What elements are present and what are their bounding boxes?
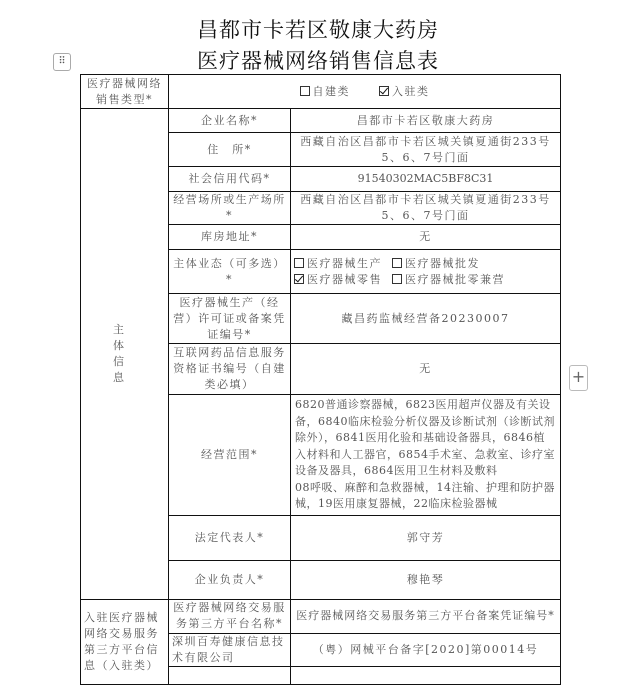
option-label: 医疗器械批零兼营: [405, 272, 505, 286]
scope-line1: 6820普通诊察器械，6823医用超声仪器及有关设备，6840临床检验分析仪器及诊断试剂（诊断试剂除外），6841医用化验和基础设备器具，6846植入材料和人工器官，6854手术室、急救室、诊疗室设备及器具，6864医用卫生材料及敷料: [295, 398, 555, 477]
option-settled[interactable]: [379, 84, 430, 100]
warehouse-label: 库房地址*: [169, 225, 291, 250]
page-title-line1: 昌都市卡若区敬康大药房: [197, 18, 439, 42]
license-label: 医疗器械生产（经营）许可证或备案凭证编号*: [169, 294, 291, 344]
option-wholesale[interactable]: [392, 256, 505, 272]
platform-group-label: 入驻医疗器械网络交易服务第三方平台信息（入驻类）: [81, 599, 169, 684]
option-label: 医疗器械生产: [307, 256, 382, 270]
platform-name-header: 医疗器械网络交易服务第三方平台名称*: [169, 599, 291, 633]
scope-label: 经营范围*: [169, 395, 291, 516]
sales-type-row: [81, 75, 561, 109]
checkbox-icon[interactable]: [294, 258, 304, 268]
option-self-built[interactable]: [300, 84, 351, 100]
checkbox-checked-icon[interactable]: [379, 86, 389, 96]
option-label: 入驻类: [392, 84, 430, 98]
premises-label: 经营场所或生产场所*: [169, 192, 291, 225]
main-info-group-label: 主 体 信 息: [81, 109, 169, 600]
address-value: 西藏自治区昌都市卡若区城关镇夏通街233号5、6、7号门面: [291, 133, 561, 167]
add-row-button[interactable]: +: [569, 365, 588, 391]
empty-cell: [169, 666, 291, 684]
table-move-handle-icon[interactable]: ⠿: [53, 53, 71, 71]
sales-type-options: [169, 75, 561, 109]
internet-cert-label: 互联网药品信息服务资格证书编号（自建类必填）: [169, 344, 291, 395]
company-name-value: 昌都市卡若区敬康大药房: [291, 109, 561, 133]
option-label: 医疗器械零售: [307, 272, 382, 286]
checkbox-icon[interactable]: [392, 258, 402, 268]
address-label: 住 所*: [169, 133, 291, 167]
sales-type-label: 医疗器械网络销售类型*: [81, 75, 169, 109]
page-title-line2: 医疗器械网络销售信息表: [197, 49, 439, 73]
manager-label: 企业负责人*: [169, 560, 291, 599]
option-label: 医疗器械批发: [405, 256, 480, 270]
premises-value: 西藏自治区昌都市卡若区城关镇夏通街233号5、6、7号门面: [291, 192, 561, 225]
platform-cert-value: （粤）网械平台备字[2020]第00014号: [291, 633, 561, 666]
company-name-label: 企业名称*: [169, 109, 291, 133]
scope-value: [291, 395, 561, 516]
internet-cert-value: 无: [291, 344, 561, 395]
checkbox-checked-icon[interactable]: [294, 274, 304, 284]
warehouse-value: 无: [291, 225, 561, 250]
platform-cert-header: 医疗器械网络交易服务第三方平台备案凭证编号*: [291, 599, 561, 633]
checkbox-icon[interactable]: [392, 274, 402, 284]
empty-cell: [291, 666, 561, 684]
checkbox-icon[interactable]: [300, 86, 310, 96]
info-table: [80, 74, 561, 685]
option-label: 自建类: [312, 84, 350, 98]
scope-line2: 08呼吸、麻醉和急救器械，14注输、护理和防护器械，19医用康复器械，22临床检验器械: [295, 480, 555, 510]
legal-rep-value: 郭守芳: [291, 515, 561, 560]
credit-code-label: 社会信用代码*: [169, 167, 291, 192]
credit-code-value: 91540302MAC5BF8C31: [291, 167, 561, 192]
business-form-options: [291, 250, 561, 294]
option-wholesale-retail[interactable]: [392, 272, 505, 288]
platform-name-value: 深圳百寿健康信息技术有限公司: [169, 633, 291, 666]
option-production[interactable]: [294, 256, 382, 272]
manager-value: 穆艳琴: [291, 560, 561, 599]
license-value: 藏昌药监械经营备20230007: [291, 294, 561, 344]
legal-rep-label: 法定代表人*: [169, 515, 291, 560]
option-retail[interactable]: [294, 272, 382, 288]
business-form-label: 主体业态（可多选）*: [169, 250, 291, 294]
